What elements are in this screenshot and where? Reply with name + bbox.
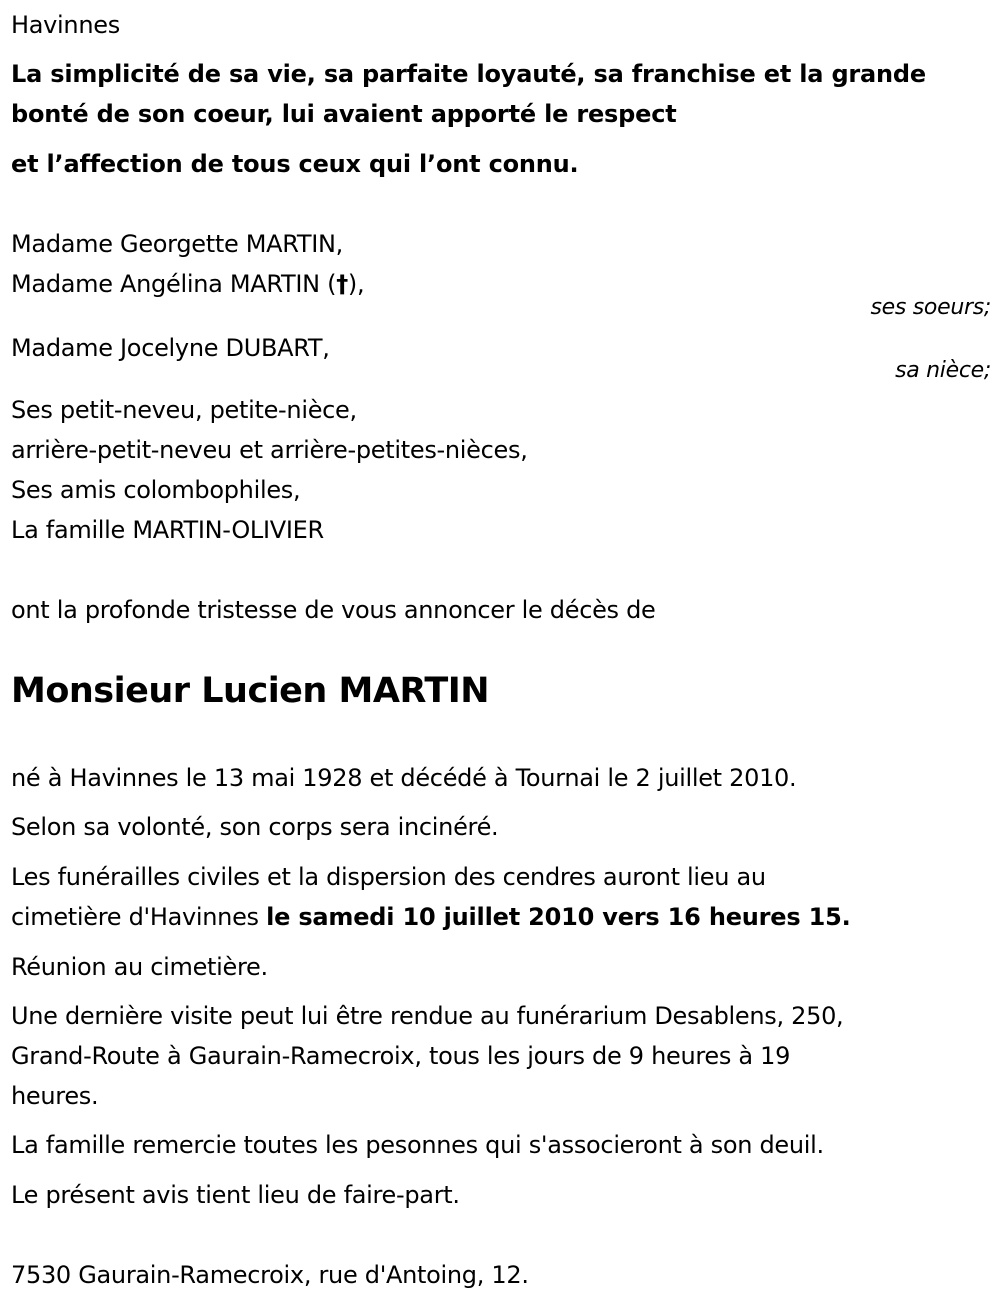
visit-text-line-2: Grand-Route à Gaurain-Ramecroix, tous les jours de 9 heures à 19 (11, 1042, 791, 1070)
family-member-niece: Madame Jocelyne DUBART, (11, 334, 330, 362)
family-others-line-3: Ses amis colombophiles, (11, 476, 301, 504)
funeral-text-line-1: Les funérailles civiles et la dispersion des cendres auront lieu au (11, 863, 766, 891)
funeral-datetime: le samedi 10 juillet 2010 vers 16 heures 15. (266, 903, 851, 931)
epitaph-line-3: et l’affection de tous ceux qui l’ont connu. (11, 150, 579, 178)
niece-role-label: sa nièce; (895, 358, 991, 383)
location-heading: Havinnes (11, 11, 120, 39)
family-member-sister-1: Madame Georgette MARTIN, (11, 230, 344, 258)
address-text: 7530 Gaurain-Ramecroix, rue d'Antoing, 12. (11, 1261, 529, 1289)
birth-death-text: né à Havinnes le 13 mai 1928 et décédé à Tournai le 2 juillet 2010. (11, 764, 797, 792)
family-others-line-4: La famille MARTIN-OLIVIER (11, 516, 324, 544)
funeral-text-line-2 (11, 902, 851, 932)
sister-2-name: Madame Angélina MARTIN ( (11, 270, 337, 298)
cross-icon: † (336, 270, 348, 298)
deceased-name: Monsieur Lucien MARTIN (11, 671, 490, 711)
announcement-text: ont la profonde tristesse de vous annoncer le décès de (11, 596, 656, 624)
notice-text: Le présent avis tient lieu de faire-part. (11, 1181, 460, 1209)
sister-2-suffix: ), (347, 270, 365, 298)
visit-text-line-3: heures. (11, 1082, 99, 1110)
visit-text-line-1: Une dernière visite peut lui être rendue au funérarium Desablens, 250, (11, 1002, 844, 1030)
family-others-line-1: Ses petit-neveu, petite-nièce, (11, 396, 357, 424)
sisters-role-label: ses soeurs; (870, 295, 991, 320)
meeting-text: Réunion au cimetière. (11, 953, 268, 981)
epitaph-line-2: bonté de son coeur, lui avaient apporté le respect (11, 100, 677, 128)
family-others-line-2: arrière-petit-neveu et arrière-petites-nièces, (11, 436, 528, 464)
cremation-text: Selon sa volonté, son corps sera incinéré. (11, 813, 499, 841)
thanks-text: La famille remercie toutes les pesonnes qui s'associeront à son deuil. (11, 1131, 824, 1159)
family-member-sister-2 (11, 269, 364, 299)
funeral-place: cimetière d'Havinnes (11, 903, 267, 931)
epitaph-line-1: La simplicité de sa vie, sa parfaite loyauté, sa franchise et la grande (11, 60, 926, 88)
